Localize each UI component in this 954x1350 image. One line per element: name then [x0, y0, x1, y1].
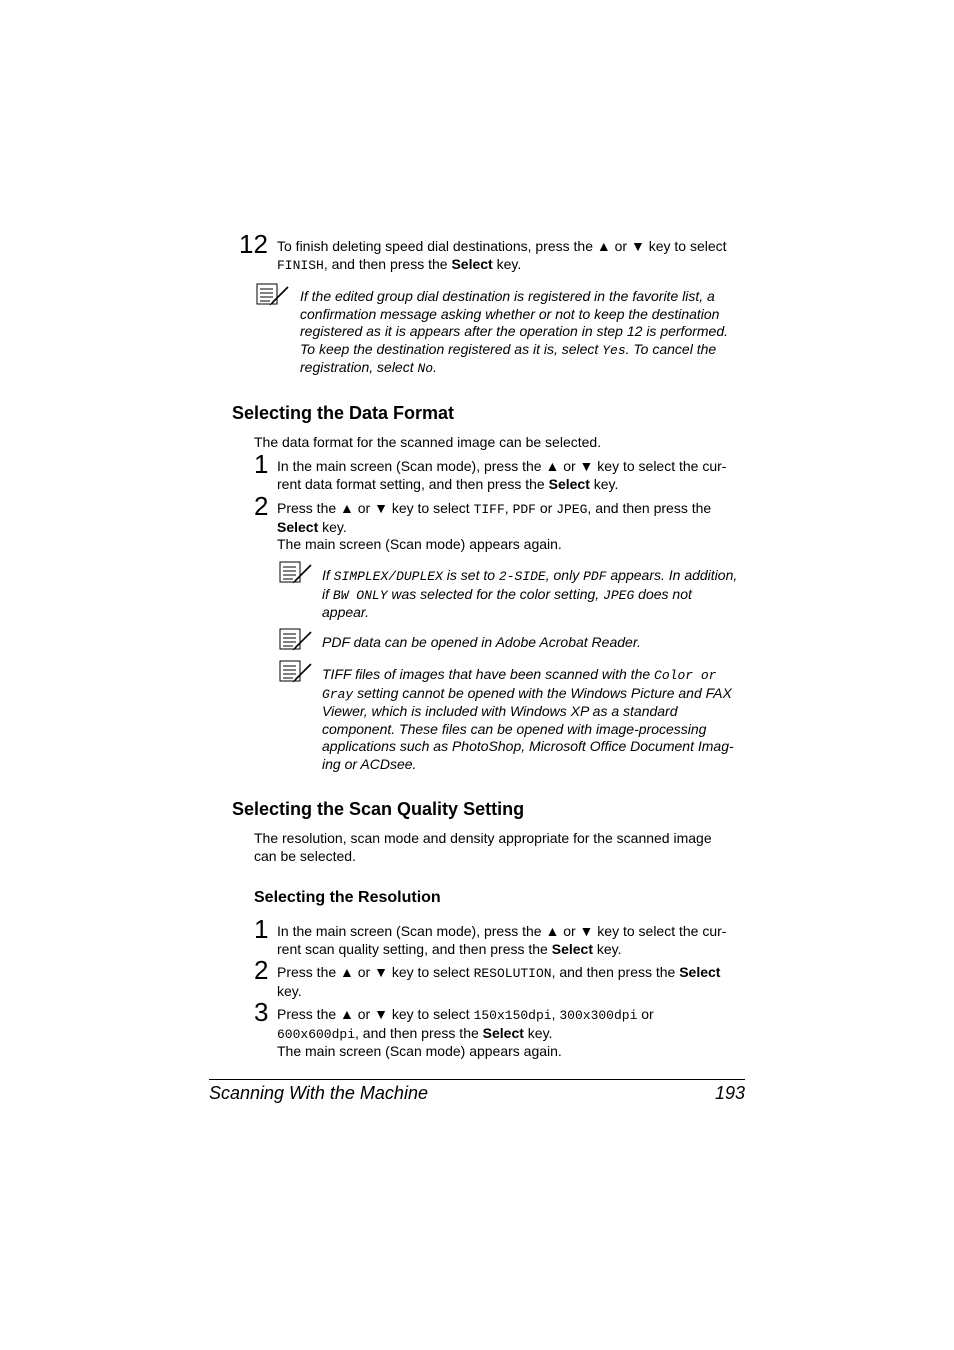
step-number: 2	[254, 491, 269, 521]
note-icon	[279, 628, 313, 652]
step-number: 3	[254, 997, 269, 1027]
data-format-step-1-text: In the main screen (Scan mode), press the ▲ or ▼ key to select the cur-rent data format setting, and then press the Select key.	[277, 458, 727, 492]
step-number: 2	[254, 955, 269, 985]
note-icon	[256, 283, 290, 307]
note-icon	[279, 561, 313, 585]
page-number: 193	[714, 1083, 745, 1103]
resolution-step-3-text: Press the ▲ or ▼ key to select 150x150dpi, 300x300dpi or 600x600dpi, and then press the Select key. The main screen (Scan mode) appears again.	[277, 1006, 654, 1059]
data-format-intro: The data format for the scanned image can be selected.	[254, 434, 602, 450]
resolution-step-1-text: In the main screen (Scan mode), press the ▲ or ▼ key to select the cur-rent scan quality setting, and then press the Select key.	[277, 923, 727, 957]
step-12-text: To finish deleting speed dial destinations, press the ▲ or ▼ key to select FINISH, and then press the Select key.	[277, 238, 727, 273]
subheading-resolution: Selecting the Resolution	[254, 889, 441, 906]
note-favorite-list: If the edited group dial destination is registered in the favorite list, a confirmation message asking whether or not to keep the destination registered as it is appears after the operation in step 12 is performed. To keep the destination registered as it is, select Yes. To cancel the registration, select No.	[300, 288, 729, 376]
footer-title: Scanning With the Machine	[209, 1083, 428, 1103]
section-heading-data-format: Selecting the Data Format	[232, 403, 455, 423]
note-pdf-reader: PDF data can be opened in Adobe Acrobat Reader.	[322, 634, 641, 650]
resolution-step-2-text: Press the ▲ or ▼ key to select RESOLUTION, and then press the Select key.	[277, 964, 721, 999]
step-number: 1	[254, 449, 269, 479]
note-tiff-files: TIFF files of images that have been scanned with the Color or Gray setting cannot be opened with the Windows Picture and FAX Viewer, which is included with Windows XP as a standard component. These files can be opened with image-processing applications such as PhotoShop, Microsoft Office Document Imag-ing or ACDsee.	[322, 666, 734, 772]
step-number: 12	[239, 229, 268, 259]
note-icon	[279, 660, 313, 684]
step-number: 1	[254, 914, 269, 944]
section-heading-scan-quality: Selecting the Scan Quality Setting	[232, 799, 525, 819]
data-format-step-2-text: Press the ▲ or ▼ key to select TIFF, PDF or JPEG, and then press the Select key. The main screen (Scan mode) appears again.	[277, 500, 712, 552]
scan-quality-intro: The resolution, scan mode and density appropriate for the scanned image can be selected.	[254, 830, 712, 864]
footer-divider	[209, 1079, 745, 1080]
note-simplex-duplex: If SIMPLEX/DUPLEX is set to 2-SIDE, only PDF appears. In addition, if BW ONLY was selected for the color setting, JPEG does not appear.	[322, 567, 738, 620]
